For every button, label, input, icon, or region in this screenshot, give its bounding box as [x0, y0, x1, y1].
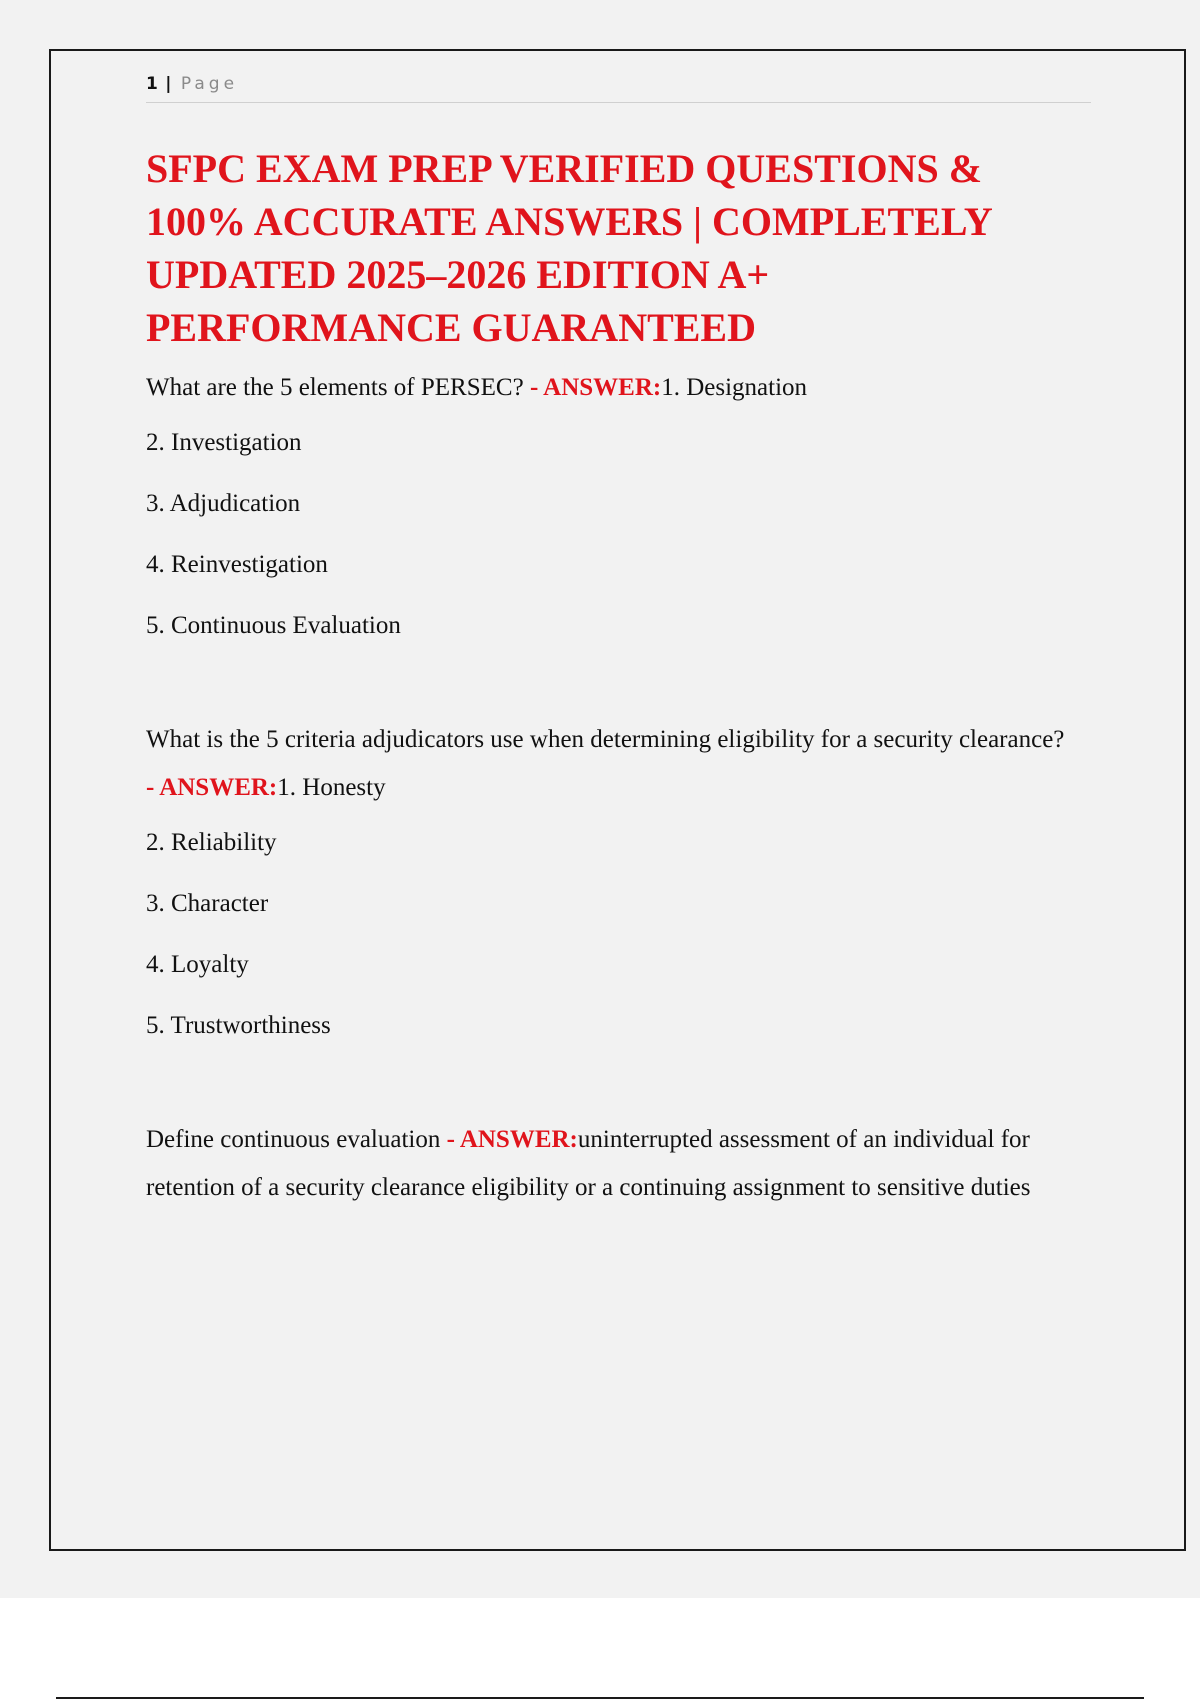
- list-item: 4. Reinvestigation: [146, 551, 328, 578]
- qa-content: [146, 364, 1076, 1212]
- list-item: 5. Continuous Evaluation: [146, 612, 401, 639]
- question-text: What is the 5 criteria adjudicators use when determining eligibility for a security clearance?: [146, 726, 1065, 753]
- answer-label: - ANSWER:: [146, 774, 278, 801]
- answer-text: 1. Designation: [661, 374, 808, 401]
- page-label: Page: [180, 74, 239, 94]
- page-number: 1: [146, 74, 158, 94]
- answer-text: uninterrupted assessment of an individual for retention of a security clearance eligibility or a continuing assignment to sensitive duties: [146, 1126, 1031, 1201]
- page-separator: |: [165, 74, 172, 94]
- answer-text: 1. Honesty: [277, 774, 386, 801]
- question-block-3: [146, 1116, 1076, 1212]
- list-item: 3. Adjudication: [146, 490, 301, 517]
- question-block-1: [146, 364, 1076, 412]
- document-title: SFPC EXAM PREP VERIFIED QUESTIONS & 100% ACCURATE ANSWERS | COMPLETELY UPDATED 2025–2026 EDITION A+ PERFORMANCE GUARANTEED: [146, 146, 992, 350]
- list-item: 4. Loyalty: [146, 951, 249, 978]
- spacer: [146, 656, 1076, 716]
- spacer: [146, 1056, 1076, 1116]
- question-text: What are the 5 elements of PERSEC?: [146, 374, 524, 401]
- answer-label: - ANSWER:: [529, 374, 662, 401]
- bottom-divider: [56, 1697, 1144, 1699]
- page-header: [146, 72, 1091, 103]
- question-block-2: [146, 716, 1076, 812]
- list-item: 3. Character: [146, 890, 269, 917]
- answer-label: - ANSWER:: [446, 1126, 578, 1153]
- question-text: Define continuous evaluation: [146, 1126, 441, 1153]
- list-item: 5. Trustworthiness: [146, 1012, 331, 1039]
- list-item: 2. Reliability: [146, 829, 277, 856]
- list-item: 2. Investigation: [146, 429, 302, 456]
